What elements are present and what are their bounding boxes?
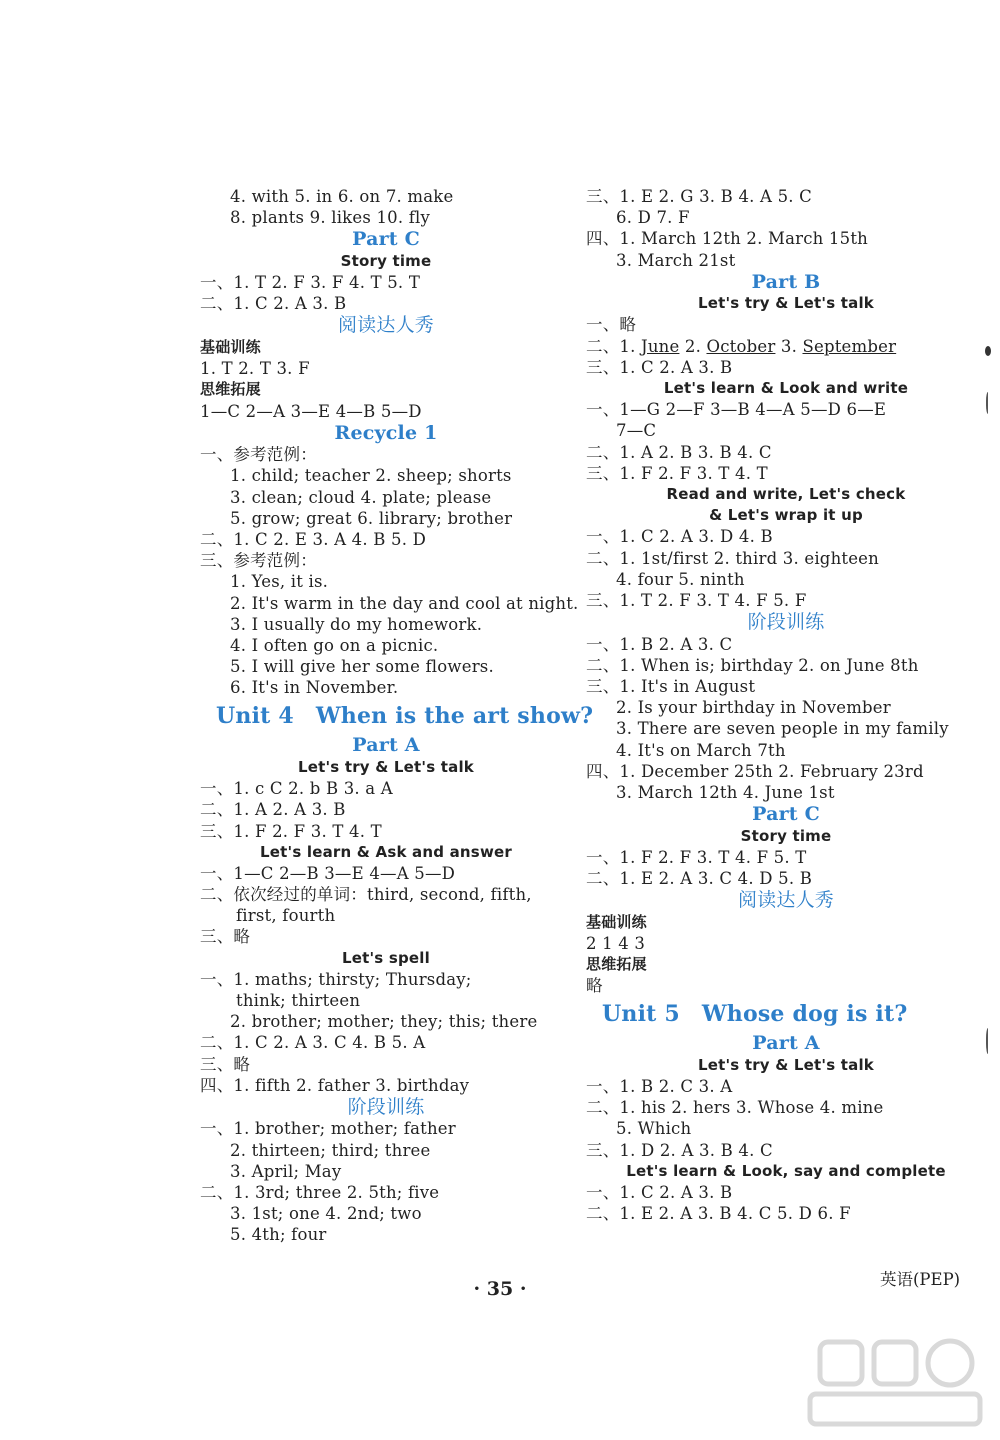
answer-line: 二、依次经过的单词：third, second, fifth, bbox=[200, 885, 532, 905]
answer-text: 2. bbox=[679, 336, 707, 356]
section-heading: 阶段训练 bbox=[347, 1095, 425, 1118]
answer-line: 3. clean; cloud 4. plate; please bbox=[230, 487, 492, 507]
answer-line: 三、1. F 2. F 3. T 4. T bbox=[200, 821, 382, 841]
answer-line: 3. April; May bbox=[230, 1161, 342, 1181]
left-column bbox=[200, 186, 594, 1246]
answer-line: 5. 4th; four bbox=[230, 1225, 327, 1245]
unit-title: Whose dog is it? bbox=[701, 1001, 908, 1028]
margin-mark bbox=[985, 346, 991, 356]
subsection-heading: Let's spell bbox=[342, 948, 430, 967]
answer-line: 三、1. F 2. F 3. T 4. T bbox=[586, 463, 768, 483]
answer-line: 3. 1st; one 4. 2nd; two bbox=[230, 1204, 422, 1224]
unit-title: When is the art show? bbox=[315, 703, 594, 730]
subsection-heading: Let's try & Let's talk bbox=[698, 294, 874, 313]
answer-line bbox=[586, 336, 986, 357]
section-heading: 阅读达人秀 bbox=[737, 889, 834, 912]
answer-line: 一、1. B 2. A 3. C bbox=[586, 634, 733, 654]
answer-line: 一、1. C 2. A 3. B bbox=[586, 1183, 733, 1202]
answer-line: 二、1. 3rd; three 2. 5th; five bbox=[200, 1183, 440, 1202]
answer-line: 1. T 2. T 3. F bbox=[200, 359, 310, 379]
answer-line: 三、1. It's in August bbox=[586, 676, 756, 696]
answer-line: 二、1. A 2. A 3. B bbox=[200, 800, 346, 820]
section-heading: 阶段训练 bbox=[747, 611, 825, 634]
subject-label: 英语(PEP) bbox=[880, 1270, 961, 1289]
underlined-answer: October bbox=[706, 336, 776, 356]
answer-line: 三、1. T 2. F 3. T 4. F 5. F bbox=[586, 590, 807, 610]
answer-line: 4. I often go on a picnic. bbox=[230, 635, 439, 655]
subsection-heading: Story time bbox=[340, 251, 432, 270]
part-heading: Part B bbox=[751, 270, 821, 293]
answer-line: 二、1. When is; birthday 2. on June 8th bbox=[586, 655, 919, 675]
answer-line: first, fourth bbox=[236, 906, 336, 926]
answer-line: 二、1. his 2. hers 3. Whose 4. mine bbox=[586, 1098, 884, 1118]
answer-line: 一、略 bbox=[586, 315, 637, 335]
answer-line: 4. with 5. in 6. on 7. make bbox=[230, 187, 454, 206]
answer-line: 一、1—C 2—B 3—E 4—A 5—D bbox=[200, 863, 456, 883]
answer-line: 2 1 4 3 bbox=[586, 933, 646, 953]
unit-number: Unit 4 bbox=[216, 703, 294, 730]
answer-line: 二、1. C 2. A 3. B bbox=[200, 294, 347, 314]
training-heading: 基础训练 bbox=[586, 912, 647, 931]
unit-heading bbox=[586, 996, 986, 1032]
answer-line: 7—C bbox=[616, 421, 657, 441]
answer-line: 8. plants 9. likes 10. fly bbox=[230, 208, 431, 228]
subsection-heading: & Let's wrap it up bbox=[709, 506, 863, 525]
answer-line: 3. March 12th 4. June 1st bbox=[616, 782, 835, 802]
answer-line: 一、参考范例： bbox=[200, 445, 317, 465]
answer-line: 3. There are seven people in my family bbox=[616, 719, 949, 739]
answer-line: 一、1. c C 2. b B 3. a A bbox=[200, 779, 393, 799]
unit-number: Unit 5 bbox=[602, 1001, 680, 1028]
subsection-heading: Let's try & Let's talk bbox=[298, 757, 474, 776]
answer-text: 3. bbox=[775, 336, 803, 356]
answer-line: 三、1. D 2. A 3. B 4. C bbox=[586, 1140, 773, 1160]
answer-line: 5. Which bbox=[616, 1119, 692, 1139]
answer-line: 四、1. December 25th 2. February 23rd bbox=[586, 761, 924, 781]
answer-text: 二、1. bbox=[586, 336, 641, 356]
unit-heading bbox=[200, 698, 594, 734]
answer-line: 三、1. E 2. G 3. B 4. A 5. C bbox=[586, 187, 813, 206]
subsection-heading: Read and write, Let's check bbox=[666, 484, 906, 503]
part-heading: Part C bbox=[752, 803, 820, 826]
training-heading: 思维拓展 bbox=[586, 955, 647, 973]
answer-line: 二、1. 1st/first 2. third 3. eighteen bbox=[586, 548, 879, 568]
answer-line: 略 bbox=[586, 976, 603, 996]
answer-line: 一、1. C 2. A 3. D 4. B bbox=[586, 527, 773, 547]
answer-line: 6. D 7. F bbox=[616, 208, 690, 228]
section-heading: 阅读达人秀 bbox=[337, 314, 434, 337]
subsection-heading: Story time bbox=[740, 826, 832, 845]
training-heading: 基础训练 bbox=[200, 337, 261, 356]
part-heading: Part C bbox=[352, 228, 420, 251]
answer-line: 四、1. fifth 2. father 3. birthday bbox=[200, 1075, 470, 1095]
answer-line: 6. It's in November. bbox=[230, 678, 399, 698]
answer-line: 2. brother; mother; they; this; there bbox=[230, 1012, 538, 1032]
answer-line: 5. grow; great 6. library; brother bbox=[230, 508, 513, 528]
answer-line: 二、1. E 2. A 3. B 4. C 5. D 6. F bbox=[586, 1204, 851, 1224]
answer-line: 三、略 bbox=[200, 1054, 251, 1074]
watermark-logo bbox=[800, 1330, 990, 1430]
answer-line: 一、1. F 2. F 3. T 4. F 5. T bbox=[586, 847, 807, 867]
answer-line: 一、1. T 2. F 3. F 4. T 5. T bbox=[200, 273, 421, 293]
answer-line: 一、1. maths; thirsty; Thursday; bbox=[200, 969, 472, 989]
answer-line: 1. Yes, it is. bbox=[230, 572, 329, 592]
training-heading: 思维拓展 bbox=[200, 380, 261, 399]
page-number: · 35 · bbox=[473, 1278, 527, 1300]
answer-line: 1—C 2—A 3—E 4—B 5—D bbox=[200, 401, 422, 421]
answer-line: 三、略 bbox=[200, 927, 251, 947]
answer-line: 1. child; teacher 2. sheep; shorts bbox=[230, 466, 512, 486]
part-heading: Recycle 1 bbox=[334, 421, 438, 444]
part-heading: Part A bbox=[752, 1032, 820, 1055]
subsection-heading: Let's learn & Ask and answer bbox=[260, 842, 512, 861]
answer-line: 三、1. C 2. A 3. B bbox=[586, 357, 733, 377]
margin-mark bbox=[986, 392, 991, 414]
answer-line: 二、1. E 2. A 3. C 4. D 5. B bbox=[586, 868, 813, 888]
answer-line: 一、1. B 2. C 3. A bbox=[586, 1077, 733, 1097]
underlined-answer: June bbox=[641, 336, 680, 356]
answer-line: 3. I usually do my homework. bbox=[230, 614, 483, 634]
margin-mark bbox=[986, 1028, 991, 1054]
answer-line: 四、1. March 12th 2. March 15th bbox=[586, 229, 868, 249]
part-heading: Part A bbox=[352, 734, 420, 757]
answer-line: 一、1. brother; mother; father bbox=[200, 1119, 456, 1139]
answer-line: 2. It's warm in the day and cool at night. bbox=[230, 593, 579, 613]
answer-line: 2. thirteen; third; three bbox=[230, 1140, 431, 1160]
answer-line: 三、参考范例： bbox=[200, 551, 317, 571]
answer-line: 2. Is your birthday in November bbox=[616, 698, 891, 718]
answer-line: 4. four 5. ninth bbox=[616, 569, 745, 589]
subsection-heading: Let's learn & Look and write bbox=[663, 379, 909, 397]
answer-line: 一、1—G 2—F 3—B 4—A 5—D 6—E bbox=[586, 400, 887, 420]
right-column bbox=[586, 186, 986, 1224]
answer-line: 5. I will give her some flowers. bbox=[230, 657, 494, 677]
answer-line: 二、1. A 2. B 3. B 4. C bbox=[586, 442, 772, 462]
underlined-answer: September bbox=[802, 336, 897, 356]
subsection-heading: Let's learn & Look, say and complete bbox=[626, 1161, 946, 1180]
answer-line: 二、1. C 2. A 3. C 4. B 5. A bbox=[200, 1033, 426, 1053]
answer-line: 二、1. C 2. E 3. A 4. B 5. D bbox=[200, 529, 427, 549]
answer-line: 4. It's on March 7th bbox=[616, 740, 786, 760]
answer-line: think; thirteen bbox=[236, 991, 361, 1010]
answer-line: 3. March 21st bbox=[616, 250, 736, 270]
subsection-heading: Let's try & Let's talk bbox=[698, 1055, 874, 1074]
